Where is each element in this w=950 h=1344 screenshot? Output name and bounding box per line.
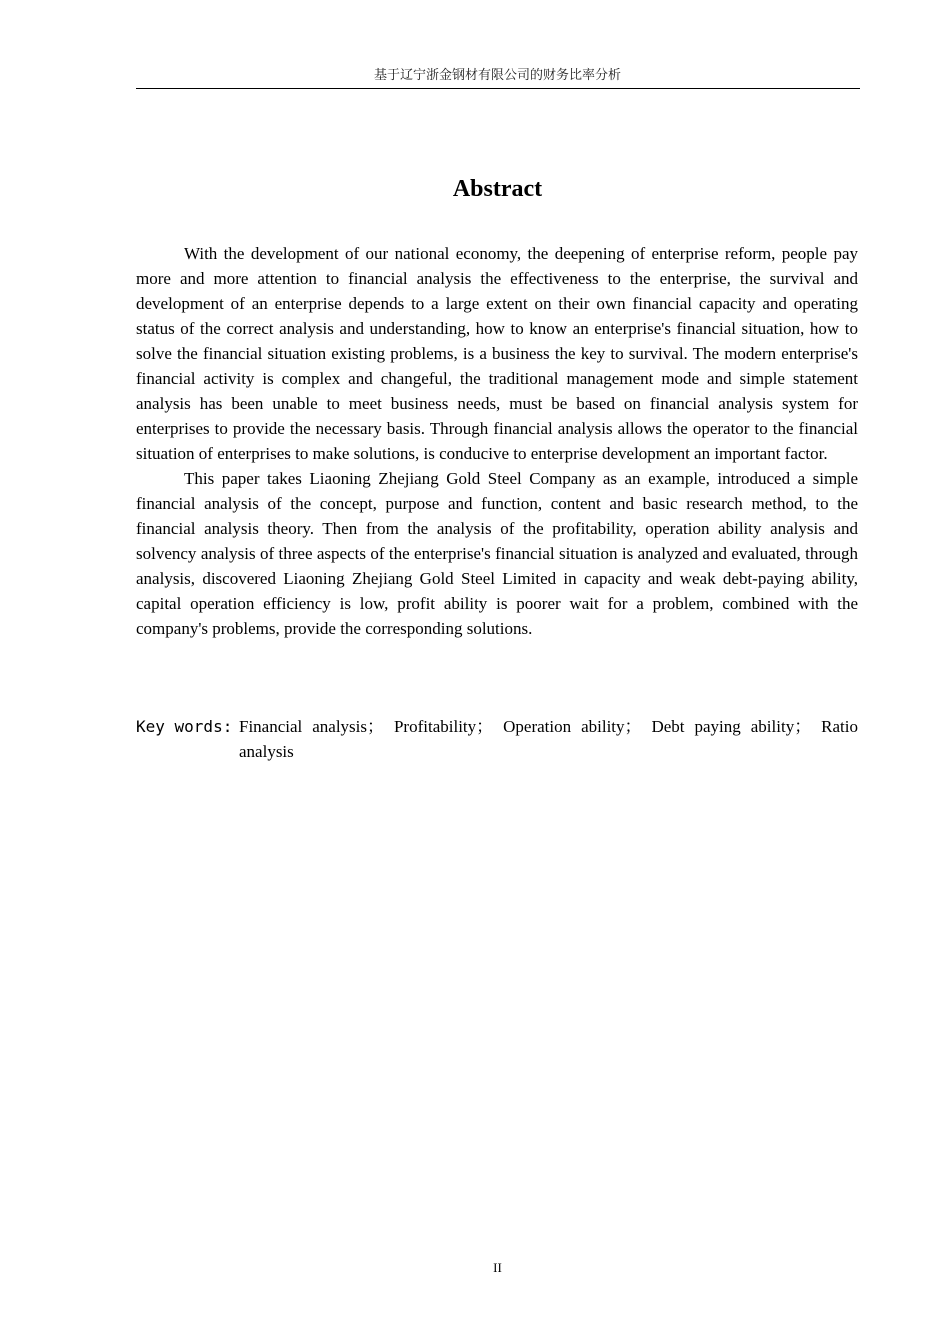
- abstract-heading: Abstract: [452, 176, 543, 202]
- keywords-label: Key words:: [136, 717, 233, 736]
- abstract-body: [136, 241, 858, 641]
- header-divider: [136, 88, 860, 89]
- page-header-title: 基于辽宁浙金钢材有限公司的财务比率分析: [373, 68, 621, 83]
- abstract-paragraph-1: With the development of our national economy, the deepening of enterprise reform, people pay more and more attention to financial analysis the effectiveness to the enterprise, the survival and development of an enterprise depends to a large extent on their own financial capacity and operating status of the correct analysis and understanding, how to know an enterprise's financial situation, how to solve the financial situation existing problems, is a business the key to survival. The modern enterprise's financial activity is complex and changeful, the traditional management mode and simple statement analysis has been unable to meet business needs, must be based on financial analysis system for enterprises to provide the necessary basis. Through financial analysis allows the operator to the financial situation of enterprises to make solutions, is conducive to enterprise development an important factor.: [136, 244, 858, 463]
- abstract-paragraph-2: This paper takes Liaoning Zhejiang Gold Steel Company as an example, introduced a simple financial analysis of the concept, purpose and function, content and basic research method, to the financial analysis theory. Then from the analysis of the profitability, operation ability analysis and solvency analysis of three aspects of the enterprise's financial situation is analyzed and evaluated, through analysis, discovered Liaoning Zhejiang Gold Steel Limited in capacity and weak debt-paying ability, capital operation efficiency is low, profit ability is poorer wait for a problem, combined with the company's problems, provide the corresponding solutions.: [136, 469, 858, 638]
- keywords-section: [136, 714, 858, 764]
- keywords-list: Financial analysis； Profitability； Operation ability； Debt paying ability； Ratio analysis: [239, 717, 858, 761]
- page-number: II: [493, 1260, 502, 1275]
